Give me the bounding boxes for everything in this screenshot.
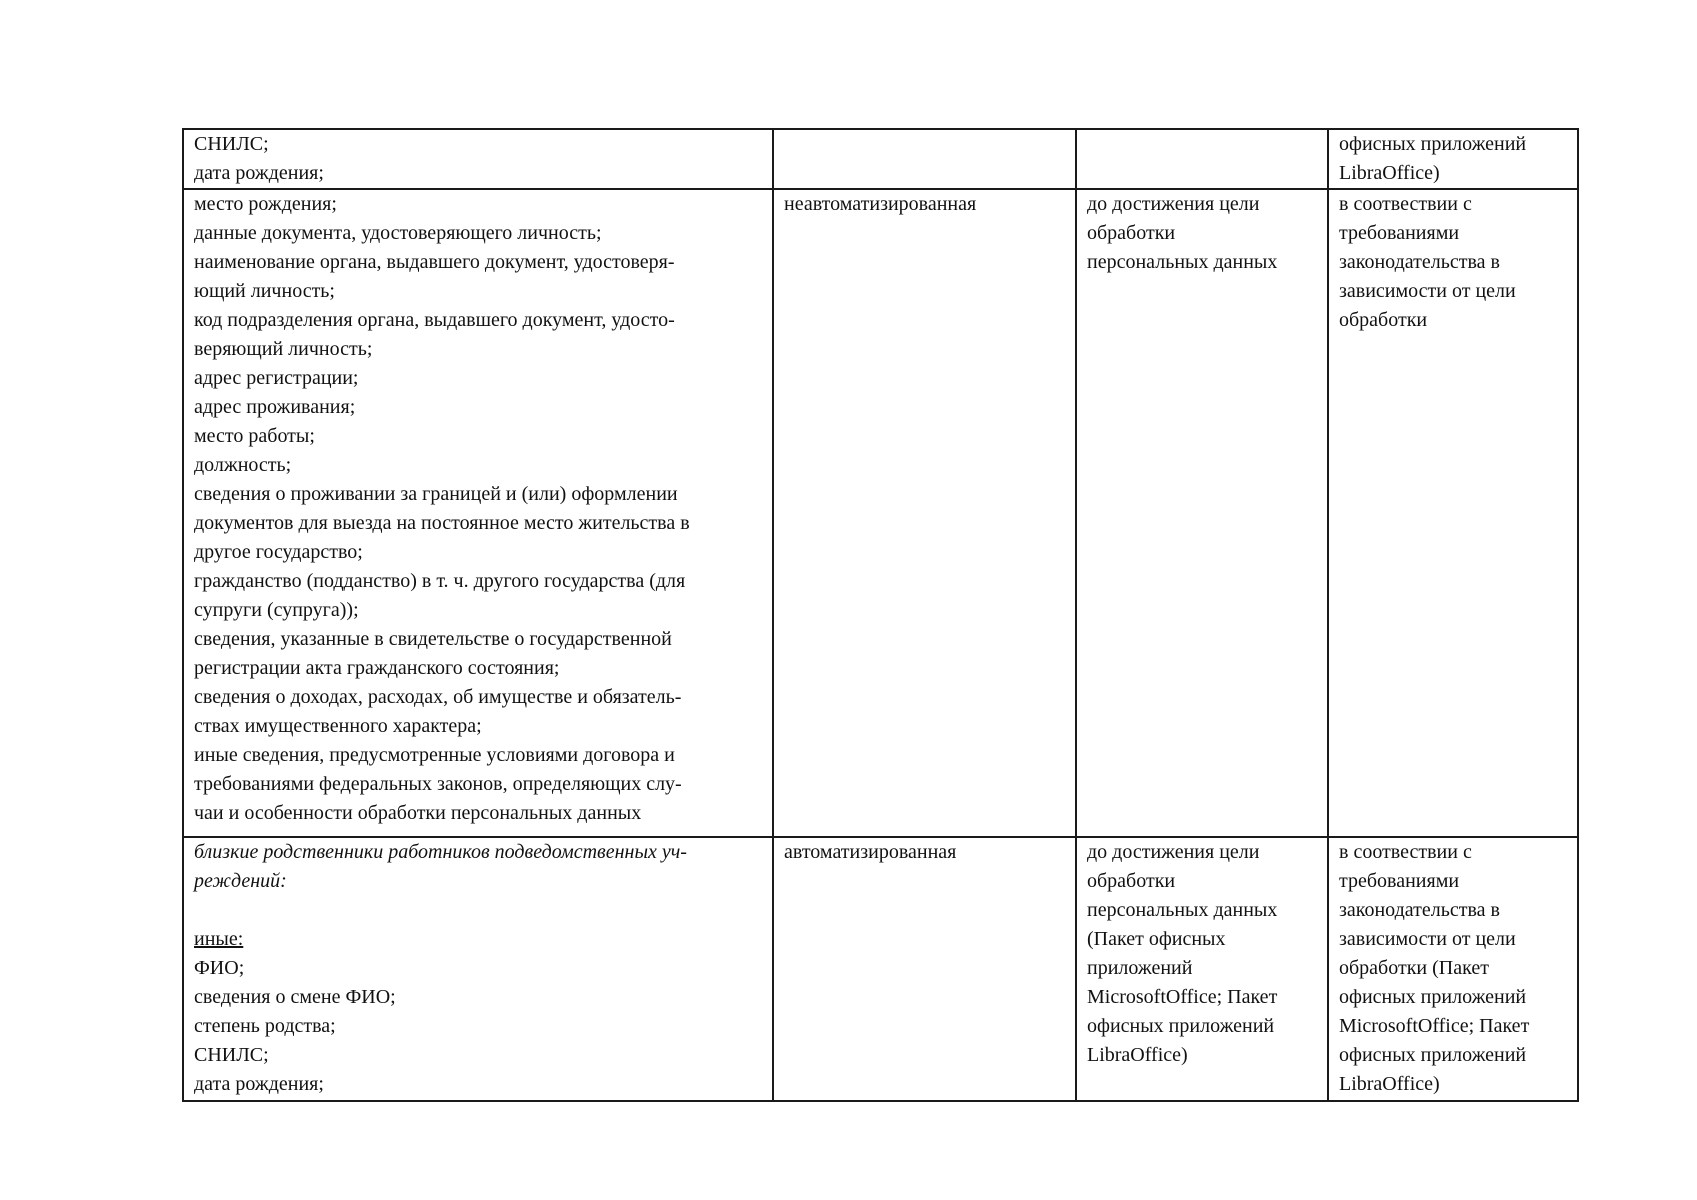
data-item: должность; [194,454,292,476]
cell-line: зависимости от цели [1339,928,1516,950]
cell-line: обработки [1339,309,1428,331]
cell-line: офисных приложений [1087,1015,1275,1037]
data-item: сведения о смене ФИО; [194,986,396,1008]
table-row [183,837,1578,1101]
data-item: наименование органа, выдавшего документ, удостоверя- [194,251,675,273]
data-item: сведения о доходах, расходах, об имуществе и обязатель- [194,686,682,708]
cell-line: зависимости от цели [1339,280,1516,302]
subject-category-heading: реждений: [194,870,287,892]
storage-period-cell [1076,189,1328,837]
cell-line: персональных данных [1087,899,1278,921]
cell-line: обработки [1087,222,1176,244]
data-item: супруги (супруга)); [194,599,359,621]
data-item: ющий личность; [194,280,335,302]
cell-line: (Пакет офисных [1087,928,1226,950]
cell-line: приложений [1087,957,1193,979]
data-item: дата рождения; [194,162,324,184]
data-item: СНИЛС; [194,133,269,155]
data-item: СНИЛС; [194,1044,269,1066]
table-row [183,129,1578,189]
cell-line: LibraOffice) [1339,162,1440,184]
data-item: требованиями федеральных законов, определяющих слу- [194,773,682,795]
data-categories-cell [183,129,773,189]
processing-method: неавтоматизированная [784,193,977,215]
data-categories-cell [183,189,773,837]
cell-line: законодательства в [1339,251,1500,273]
data-item: ствах имущественного характера; [194,715,482,737]
data-item: данные документа, удостоверяющего личность; [194,222,602,244]
cell-line: офисных приложений [1339,1044,1527,1066]
cell-line: обработки [1087,870,1176,892]
cell-line: требованиями [1339,870,1460,892]
destruction-terms-cell [1328,837,1578,1101]
data-item: чаи и особенности обработки персональных данных [194,802,642,824]
subcategory-heading: иные: [194,928,244,950]
cell-line: LibraOffice) [1087,1044,1188,1066]
cell-line: офисных приложений [1339,986,1527,1008]
data-item: сведения, указанные в свидетельстве о государственной [194,628,672,650]
processing-method-cell [773,837,1076,1101]
data-item: дата рождения; [194,1073,324,1095]
cell-line: офисных приложений [1339,133,1527,155]
processing-method: автоматизированная [784,841,957,863]
data-item: сведения о проживании за границей и (или) оформлении [194,483,678,505]
processing-method-cell [773,129,1076,189]
cell-line: обработки (Пакет [1339,957,1489,979]
cell-line: до достижения цели [1087,841,1260,863]
data-item: иные сведения, предусмотренные условиями договора и [194,744,675,766]
processing-method [784,130,1067,159]
data-item: адрес проживания; [194,396,356,418]
cell-line: до достижения цели [1087,193,1260,215]
data-item: ФИО; [194,957,245,979]
cell-line: в соотвествии с [1339,841,1472,863]
cell-line: MicrosoftOffice; Пакет [1339,1015,1530,1037]
data-item: код подразделения органа, выдавшего документ, удосто- [194,309,675,331]
destruction-terms-cell [1328,189,1578,837]
data-item: веряющий личность; [194,338,373,360]
storage-period-cell [1076,129,1328,189]
cell-line: законодательства в [1339,899,1500,921]
cell-line: LibraOffice) [1339,1073,1440,1095]
blank-line [194,896,764,925]
cell-line: в соотвествии с [1339,193,1472,215]
data-item: регистрации акта гражданского состояния; [194,657,560,679]
data-item: гражданство (подданство) в т. ч. другого государства (для [194,570,686,592]
cell-line: требованиями [1339,222,1460,244]
personal-data-table [182,128,1579,1102]
subject-category-heading: близкие родственники работников подведомственных уч- [194,841,687,863]
data-item: место работы; [194,425,315,447]
cell-line: персональных данных [1087,251,1278,273]
data-item: степень родства; [194,1015,336,1037]
storage-period-cell [1076,837,1328,1101]
processing-method-cell [773,189,1076,837]
data-item: адрес регистрации; [194,367,359,389]
destruction-terms-cell [1328,129,1578,189]
table-row [183,189,1578,837]
data-categories-cell [183,837,773,1101]
data-item: документов для выезда на постоянное место жительства в [194,512,690,534]
data-item: место рождения; [194,193,337,215]
data-item: другое государство; [194,541,363,563]
cell-line: MicrosoftOffice; Пакет [1087,986,1278,1008]
